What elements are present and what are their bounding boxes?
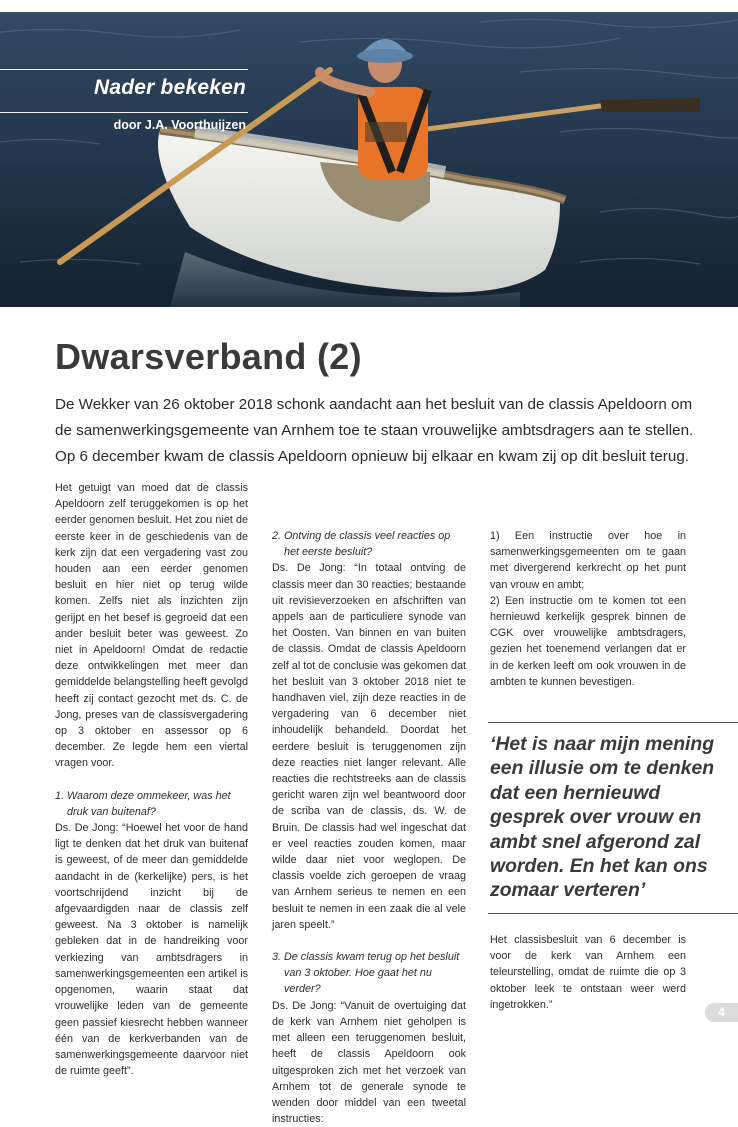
column-3	[490, 480, 686, 690]
column-3-closing	[490, 932, 686, 1013]
article-title: Dwarsverband (2)	[55, 336, 362, 377]
byline: door J.A. Voorthuijzen	[113, 118, 246, 132]
closing-paragraph: Het classisbesluit van 6 december is voor de kerk van Arnhem een teleurstelling, omdat de ruimte die op 3 oktober leek te ontstaan weer werd ingetrokken.”	[490, 934, 686, 1011]
hero-photo	[0, 12, 738, 307]
pull-quote-text: ‘Het is naar mijn mening een illusie om te denken dat een hernieuwd gesprek over vrouw en ambt snel afgerond zal worden. En het kan ons zomaar verteren’	[490, 733, 715, 902]
rowing-boat-illustration	[0, 12, 738, 307]
question-2: 2. Ontving de classis veel reacties op het eerste besluit?	[272, 530, 451, 559]
instruction-2: 2) Een instructie om te komen tot een hernieuwd kerkelijk gesprek binnen de CGK over vrouwelijke ambtsdragers, gezien het toenemend verlangen dat er in de kerken leeft om ook vrouwen in de ambten te kunnen bevestigen.	[490, 594, 686, 688]
column-tag	[0, 69, 248, 113]
question-1: 1. Waarom deze ommekeer, was het druk van buitenaf?	[55, 789, 231, 818]
column-2	[272, 480, 466, 1127]
column-1	[55, 480, 248, 1079]
article-lead: De Wekker van 26 oktober 2018 schonk aandacht aan het besluit van de classis Apeldoorn om de samenwerkingsgemeente van Arnhem toe te staan vrouwelijke ambtsdragers aan te stellen. Op 6 december kwam de classis Apeldoorn opnieuw bij elkaar en kwam zij op dit besluit terug.	[55, 396, 694, 465]
page-number: 4	[705, 1003, 738, 1022]
answer-3: Ds. De Jong: “Vanuit de overtuiging dat de kerk van Arnhem niet geholpen is met alleen een teruggenomen besluit, heeft de classis Apeldoorn ook uitgesproken zich met het verzoek van Arnhem tot de generale synode te wenden door middel van een tweetal instructies:	[272, 999, 466, 1126]
intro-paragraph: Het getuigt van moed dat de classis Apeldoorn zelf teruggekomen is op het eerder genomen besluit. Het zou niet de eerste keer in de geschiedenis van de kerk zijn dat een vergadering vast zou houden aan een eerder genomen besluit en hier niet op terug wilde komen. Zelfs niet als inzichten zijn gerijpt en het besef is gegroeid dat een ander besluit beter was geweest. Zo niet in Apeldoorn! Omdat de redactie deze ontwikkelingen met meer dan gemiddelde belangstelling heeft gevolgd heeft zij contact gezocht met ds. C. de Jong, preses van de classisvergadering op 3 oktober en assessor op 6 december. Ze legde hem een viertal vragen voor.	[55, 482, 248, 770]
pull-quote	[488, 722, 738, 914]
answer-1: Ds. De Jong: “Hoewel het voor de hand ligt te denken dat het druk van buitenaf is geweest, of de meer dan gemiddelde aandacht in de (kerkelijke) pers, is het voortschrijdend inzicht bij de afgevaardigden naar de classis zelf geweest. Na 3 oktober is namelijk gebleken dat in de handreiking voor verkiezing van ambtsdragers in samenwerkingsgemeenten een artikel is opgenomen, waarin staat dat vrouwelijke leden van de gemeente geen passief kiesrecht hebben wanneer één van de kerkverbanden van de samenwerkingsgemeente daarvoor niet de ruimte geeft”.	[55, 822, 248, 1078]
instruction-1: 1) Een instructie over hoe in samenwerkingsgemeenten om te gaan met divergerend kerkrecht op het punt van vrouw en ambt;	[490, 530, 686, 591]
column-title: Nader bekeken	[93, 76, 246, 99]
answer-2: Ds. De Jong: “In totaal ontving de classis meer dan 30 reacties; bestaande uit revisieverzoeken en afschriften van appels aan de particuliere synode van het Oosten. Van binnen en van buiten de classis. Omdat de classis Apeldoorn zelf al tot de conclusie was gekomen dat het besluit van 3 oktober 2018 niet te handhaven viel, zijn deze reacties in de vergadering van 6 december niet inhoudelijk behandeld. Doordat het eerdere besluit is teruggenomen zijn deze reacties niet langer relevant. Alle reacties die rechtstreeks aan de classis gericht waren zijn wel beantwoord door de scriba van de classis, ds. W. de Bruin. De classis had wel ingeschat dat er veel reacties zouden komen, maar wilde daar niet voor weglopen. De classis voelde zich geroepen de vraag van Arnhem serieus te nemen en een besluit te nemen in een zaak die al vele jaren speelt.”	[272, 562, 466, 931]
question-3: 3. De classis kwam terug op het besluit van 3 oktober. Hoe gaat het nu verder?	[272, 951, 460, 996]
